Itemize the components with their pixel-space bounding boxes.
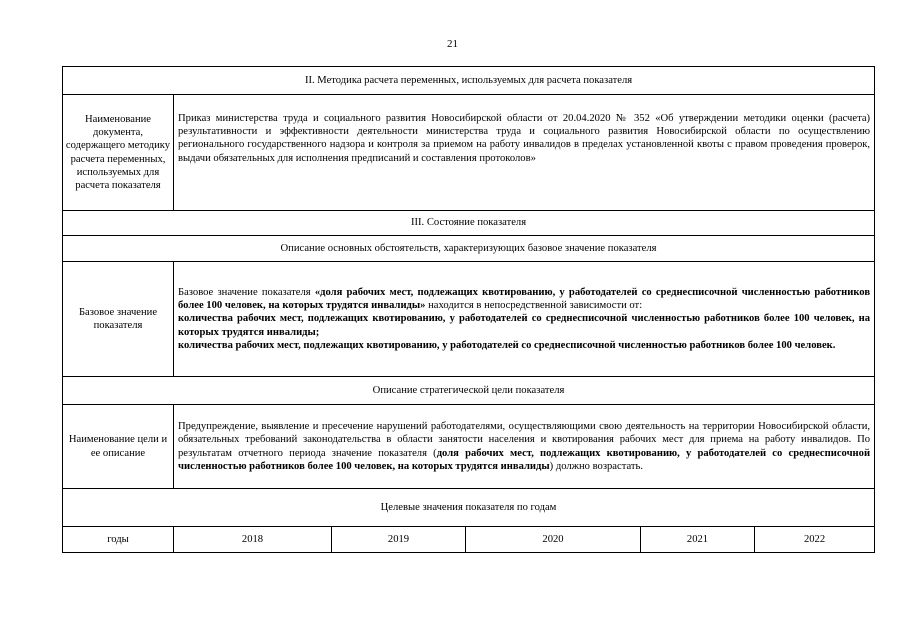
year-cell: 2019 — [332, 527, 466, 553]
years-row — [63, 527, 875, 553]
goal-header-row — [63, 377, 875, 405]
base-value-label: Базовое значение показателя — [63, 262, 174, 377]
years-label: годы — [63, 527, 174, 553]
methodology-row — [63, 95, 875, 211]
goal-row — [63, 405, 875, 489]
base-value-row — [63, 262, 875, 377]
indicator-passport-table — [62, 66, 875, 553]
year-cell: 2021 — [641, 527, 755, 553]
base-value-description — [174, 262, 875, 377]
base-description-title: Описание основных обстоятельств, характеризующих базовое значение показателя — [63, 236, 875, 262]
year-cell: 2020 — [466, 527, 641, 553]
base-value-intro: Базовое значение показателя — [178, 286, 315, 298]
goal-text-end: ) должно возрастать. — [549, 460, 644, 472]
targets-title: Целевые значения показателя по годам — [63, 489, 875, 527]
goal-title: Описание стратегической цели показателя — [63, 377, 875, 405]
base-description-header-row — [63, 236, 875, 262]
methodology-text: Приказ министерства труда и социального развития Новосибирской области от 20.04.2020 № 352 «Об утверждении методики оценки (расчета) результативности и эффективности деятельности министерства труда и социального развития Новосибирской области по осуществлению регионального государственного надзора и контроля за приемом на работу инвалидов в пределах установленной квоты с правом проведения проверок, выдачи обязательных для исполнения предписаний и составления протоколов» — [174, 95, 875, 211]
goal-label: Наименование цели и ее описание — [63, 405, 174, 489]
base-value-paragraph-1 — [178, 286, 870, 312]
goal-text-start: Предупреждение, выявление и пресечение нарушений работодателями, осуществляющими свою деятельность на территории Новосибирской области, обязательных требований законодательства в области занятости населения и квотирования рабочих мест для приема на работу инвалидов. По результатам отчетного периода значение показателя ( — [178, 421, 871, 459]
base-value-paragraph-2 — [178, 312, 870, 338]
goal-description — [174, 405, 875, 489]
section2-title: II. Методика расчета переменных, используемых для расчета показателя — [63, 67, 875, 95]
year-cell: 2018 — [174, 527, 332, 553]
dependency-item-2: количества рабочих мест, подлежащих квотированию, у работодателей со среднесписочной численностью работников более 100 человек. — [178, 339, 836, 351]
dependency-item-1: количества рабочих мест, подлежащих квотированию, у работодателей со среднесписочной численностью работников более 100 человек, на которых трудятся инвалиды; — [178, 313, 871, 338]
base-value-dependency: находится в непосредственной зависимости от: — [425, 300, 643, 312]
section3-header-row — [63, 211, 875, 236]
targets-header-row — [63, 489, 875, 527]
goal-indicator-bold: доля рабочих мест, подлежащих квотированию, у работодателей со среднесписочной численностью работников более 100 человек, на которых трудятся инвалиды — [178, 447, 871, 472]
section3-title: III. Состояние показателя — [63, 211, 875, 236]
methodology-label: Наименование документа, содержащего методику расчета переменных, используемых для расчета показателя — [63, 95, 174, 211]
page-number: 21 — [447, 38, 458, 50]
indicator-name-bold: «доля рабочих мест, подлежащих квотированию, у работодателей со среднесписочной численностью работников более 100 человек, на которых трудятся инвалиды» — [178, 286, 871, 312]
base-value-paragraph-3 — [178, 339, 870, 352]
year-cell: 2022 — [755, 527, 875, 553]
section2-header-row — [63, 67, 875, 95]
